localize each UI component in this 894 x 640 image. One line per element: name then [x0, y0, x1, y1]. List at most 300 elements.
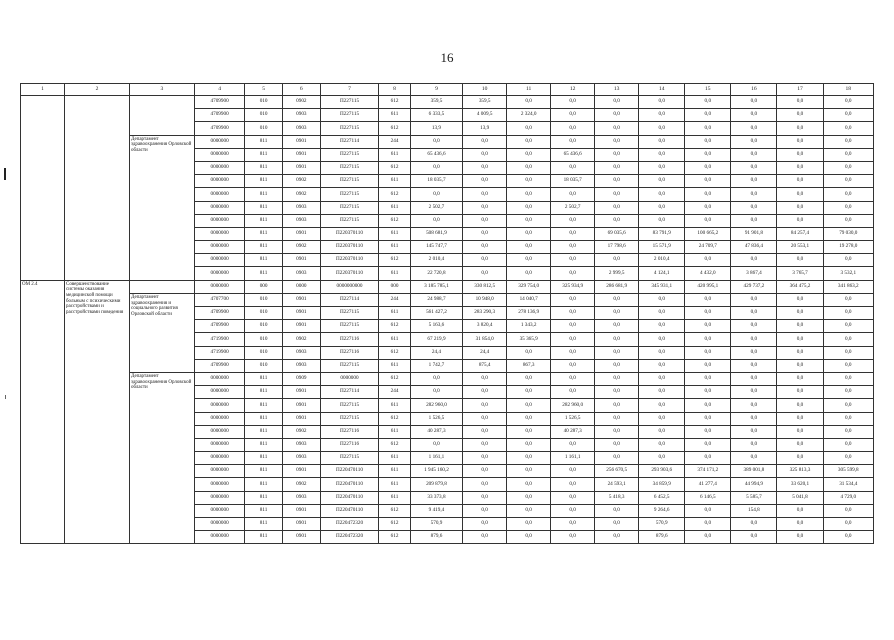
value-cell: 0,0	[551, 293, 595, 306]
value-cell: 0,0	[777, 412, 823, 425]
value-cell: 24 593,1	[595, 478, 639, 491]
value-cell: 0,0	[685, 109, 731, 122]
value-cell: 0,0	[595, 201, 639, 214]
code-cell: 811	[245, 148, 283, 161]
value-cell: 1 526,5	[410, 412, 462, 425]
value-cell: 0,0	[639, 346, 685, 359]
code-cell: 811	[245, 214, 283, 227]
value-cell: 0,0	[685, 399, 731, 412]
code-cell: П227115	[320, 161, 379, 174]
value-cell: 0,0	[731, 175, 777, 188]
code-cell: 0903	[282, 201, 320, 214]
value-cell: 0,0	[463, 491, 507, 504]
code-cell: 0901	[282, 320, 320, 333]
value-cell: 325 934,9	[551, 280, 595, 293]
value-cell: 570,9	[639, 518, 685, 531]
value-cell: 79 030,0	[823, 227, 873, 240]
value-cell: 0,0	[595, 372, 639, 385]
value-cell: 0,0	[595, 425, 639, 438]
value-cell: 0,0	[639, 148, 685, 161]
value-cell: 0,0	[731, 346, 777, 359]
value-cell: 0,0	[823, 386, 873, 399]
value-cell: 0,0	[685, 518, 731, 531]
code-cell: 612	[379, 188, 410, 201]
value-cell: 0,0	[639, 438, 685, 451]
value-cell: 305 599,8	[823, 465, 873, 478]
value-cell: 24,4	[463, 346, 507, 359]
value-cell: 0,0	[685, 412, 731, 425]
code-cell: 612	[379, 531, 410, 544]
value-cell: 19 278,0	[823, 241, 873, 254]
value-cell: 0,0	[639, 452, 685, 465]
value-cell: 0,0	[731, 161, 777, 174]
department-cell	[129, 280, 194, 293]
code-cell: П220472320	[320, 518, 379, 531]
value-cell: 0,0	[777, 399, 823, 412]
value-cell: 0,0	[463, 241, 507, 254]
value-cell: 0,0	[685, 293, 731, 306]
department-cell: Департамент здравоохранения Орловской области	[129, 135, 194, 280]
value-cell: 0,0	[639, 372, 685, 385]
code-cell: 0901	[282, 227, 320, 240]
value-cell: 325 813,3	[777, 465, 823, 478]
code-cell: 4719900	[194, 346, 244, 359]
value-cell: 0,0	[551, 465, 595, 478]
value-cell: 420 995,1	[685, 280, 731, 293]
value-cell: 0,0	[595, 399, 639, 412]
code-cell: 0000000	[194, 452, 244, 465]
value-cell: 0,0	[551, 346, 595, 359]
value-cell: 283 290,3	[463, 307, 507, 320]
value-cell: 0,0	[777, 122, 823, 135]
column-number-cell: 11	[507, 84, 551, 96]
value-cell: 0,0	[507, 399, 551, 412]
code-cell: П227115	[320, 188, 379, 201]
value-cell: 0,0	[823, 201, 873, 214]
value-cell: 0,0	[507, 504, 551, 517]
value-cell: 0,0	[731, 214, 777, 227]
code-cell: 0000000	[194, 412, 244, 425]
value-cell: 0,0	[595, 214, 639, 227]
value-cell: 570,9	[410, 518, 462, 531]
value-cell: 0,0	[731, 188, 777, 201]
code-cell: 811	[245, 386, 283, 399]
code-cell: 811	[245, 267, 283, 280]
code-cell: П227115	[320, 96, 379, 109]
code-cell: 811	[245, 188, 283, 201]
column-number-cell: 2	[65, 84, 130, 96]
value-cell: 5 418,3	[595, 491, 639, 504]
code-cell: 0901	[282, 254, 320, 267]
value-cell: 0,0	[463, 267, 507, 280]
code-cell: 010	[245, 307, 283, 320]
value-cell: 40 287,3	[551, 425, 595, 438]
value-cell: 508 681,9	[410, 227, 462, 240]
code-cell: 0902	[282, 241, 320, 254]
code-cell: 612	[379, 122, 410, 135]
value-cell: 2 502,7	[410, 201, 462, 214]
value-cell: 0,0	[507, 201, 551, 214]
value-cell: 31 534,4	[823, 478, 873, 491]
code-cell: 0902	[282, 478, 320, 491]
value-cell: 0,0	[777, 359, 823, 372]
value-cell: 0,0	[823, 425, 873, 438]
code-cell: 0000000	[194, 491, 244, 504]
column-number-cell: 10	[463, 84, 507, 96]
value-cell: 0,0	[463, 465, 507, 478]
code-cell: П227115	[320, 109, 379, 122]
code-cell: П227116	[320, 425, 379, 438]
value-cell: 0,0	[595, 452, 639, 465]
value-cell: 0,0	[551, 320, 595, 333]
value-cell: 0,0	[777, 148, 823, 161]
value-cell: 875,4	[463, 359, 507, 372]
code-cell: П227115	[320, 412, 379, 425]
value-cell: 0,0	[551, 109, 595, 122]
value-cell: 0,0	[685, 214, 731, 227]
value-cell: 0,0	[777, 320, 823, 333]
table-row	[21, 293, 874, 306]
value-cell: 0,0	[685, 452, 731, 465]
value-cell: 0,0	[595, 254, 639, 267]
margin-dot	[5, 395, 6, 399]
code-cell: 811	[245, 372, 283, 385]
value-cell: 145 747,7	[410, 241, 462, 254]
value-cell: 0,0	[595, 96, 639, 109]
code-cell: 611	[379, 452, 410, 465]
value-cell: 0,0	[551, 241, 595, 254]
code-cell: 0000000	[194, 425, 244, 438]
value-cell: 0,0	[823, 452, 873, 465]
column-number-cell: 13	[595, 84, 639, 96]
value-cell: 0,0	[595, 135, 639, 148]
code-cell: 010	[245, 122, 283, 135]
value-cell: 17 798,6	[595, 241, 639, 254]
value-cell: 0,0	[463, 399, 507, 412]
value-cell: 0,0	[823, 307, 873, 320]
code-cell: 811	[245, 504, 283, 517]
value-cell: 0,0	[777, 188, 823, 201]
value-cell: 0,0	[507, 346, 551, 359]
code-cell: П227115	[320, 214, 379, 227]
value-cell: 0,0	[551, 359, 595, 372]
value-cell: 0,0	[639, 161, 685, 174]
code-cell: П220472320	[320, 531, 379, 544]
value-cell: 0,0	[639, 293, 685, 306]
code-cell: 0902	[282, 333, 320, 346]
value-cell: 0,0	[551, 518, 595, 531]
value-cell: 2 010,4	[410, 254, 462, 267]
value-cell: 0,0	[551, 307, 595, 320]
value-cell: 0,0	[639, 333, 685, 346]
value-cell: 0,0	[823, 161, 873, 174]
value-cell: 0,0	[507, 478, 551, 491]
code-cell: 811	[245, 254, 283, 267]
column-number-cell: 14	[639, 84, 685, 96]
value-cell: 0,0	[639, 188, 685, 201]
code-cell: 4709900	[194, 320, 244, 333]
code-cell: 0903	[282, 491, 320, 504]
code-cell: П227115	[320, 359, 379, 372]
value-cell: 22 720,8	[410, 267, 462, 280]
code-cell: 811	[245, 399, 283, 412]
value-cell: 0,0	[731, 386, 777, 399]
value-cell: 0,0	[685, 504, 731, 517]
value-cell: 0,0	[410, 161, 462, 174]
value-cell: 0,0	[595, 386, 639, 399]
column-number-cell: 17	[777, 84, 823, 96]
budget-table	[20, 83, 874, 544]
column-number-cell: 16	[731, 84, 777, 96]
code-cell: 0903	[282, 452, 320, 465]
code-cell: П220370110	[320, 267, 379, 280]
code-cell: П220470110	[320, 478, 379, 491]
value-cell: 364 475,2	[777, 280, 823, 293]
value-cell: 4 009,5	[463, 109, 507, 122]
value-cell: 0,0	[685, 346, 731, 359]
value-cell: 0,0	[595, 412, 639, 425]
value-cell: 0,0	[463, 254, 507, 267]
value-cell: 0,0	[639, 320, 685, 333]
code-cell: П220370110	[320, 227, 379, 240]
value-cell: 0,0	[731, 254, 777, 267]
value-cell: 0,0	[823, 96, 873, 109]
code-cell: 0000000	[194, 188, 244, 201]
code-cell: 611	[379, 241, 410, 254]
value-cell: 0,0	[639, 399, 685, 412]
code-cell: 0000000	[194, 372, 244, 385]
value-cell: 33 620,1	[777, 478, 823, 491]
code-cell: 0000000	[194, 148, 244, 161]
code-cell: 0000	[282, 280, 320, 293]
value-cell: 0,0	[595, 531, 639, 544]
value-cell: 0,0	[823, 148, 873, 161]
page-number: 16	[440, 50, 454, 65]
value-cell: 0,0	[777, 518, 823, 531]
value-cell: 0,0	[731, 438, 777, 451]
table-row	[21, 372, 874, 385]
value-cell: 0,0	[777, 452, 823, 465]
code-cell: 811	[245, 161, 283, 174]
value-cell: 0,0	[823, 333, 873, 346]
code-cell: 0000000	[194, 438, 244, 451]
value-cell: 0,0	[685, 438, 731, 451]
value-cell: 91 901,8	[731, 227, 777, 240]
program-title-cell	[65, 96, 130, 281]
value-cell: 65 436,6	[551, 148, 595, 161]
value-cell: 14 040,7	[507, 293, 551, 306]
value-cell: 0,0	[639, 307, 685, 320]
value-cell: 0,0	[463, 227, 507, 240]
code-cell: П227115	[320, 201, 379, 214]
value-cell: 5 163,6	[410, 320, 462, 333]
code-cell: 0903	[282, 214, 320, 227]
value-cell: 4 432,0	[685, 267, 731, 280]
value-cell: 0,0	[410, 372, 462, 385]
value-cell: 0,0	[731, 333, 777, 346]
value-cell: 0,0	[777, 96, 823, 109]
code-cell: 0909	[282, 372, 320, 385]
code-cell: 811	[245, 425, 283, 438]
value-cell: 0,0	[685, 96, 731, 109]
value-cell: 67 219,9	[410, 333, 462, 346]
code-cell: 811	[245, 465, 283, 478]
code-cell: 010	[245, 293, 283, 306]
code-cell: П220470110	[320, 465, 379, 478]
value-cell: 1 161,1	[410, 452, 462, 465]
value-cell: 0,0	[410, 386, 462, 399]
value-cell: 0,0	[685, 425, 731, 438]
value-cell: 0,0	[595, 175, 639, 188]
value-cell: 286 681,9	[595, 280, 639, 293]
value-cell: 330 812,5	[463, 280, 507, 293]
value-cell: 0,0	[551, 531, 595, 544]
value-cell: 278 136,9	[507, 307, 551, 320]
value-cell: 13,9	[410, 122, 462, 135]
code-cell: 0901	[282, 504, 320, 517]
value-cell: 359,5	[463, 96, 507, 109]
value-cell: 0,0	[777, 135, 823, 148]
code-cell: 612	[379, 161, 410, 174]
value-cell: 9 419,4	[410, 504, 462, 517]
code-cell: 0000000	[194, 478, 244, 491]
value-cell: 0,0	[777, 504, 823, 517]
value-cell: 0,0	[823, 254, 873, 267]
code-cell: 0903	[282, 109, 320, 122]
code-cell: 0901	[282, 412, 320, 425]
code-cell: 0901	[282, 307, 320, 320]
value-cell: 0,0	[507, 452, 551, 465]
code-cell: 611	[379, 109, 410, 122]
value-cell: 282 960,0	[410, 399, 462, 412]
value-cell: 0,0	[823, 504, 873, 517]
code-cell: 611	[379, 478, 410, 491]
value-cell: 879,6	[639, 531, 685, 544]
value-cell: 0,0	[639, 135, 685, 148]
value-cell: 0,0	[595, 320, 639, 333]
value-cell: 0,0	[731, 96, 777, 109]
value-cell: 0,0	[731, 307, 777, 320]
value-cell: 0,0	[685, 372, 731, 385]
value-cell: 84 257,4	[777, 227, 823, 240]
value-cell: 100 665,2	[685, 227, 731, 240]
value-cell: 69 035,6	[595, 227, 639, 240]
value-cell: 0,0	[595, 148, 639, 161]
value-cell: 0,0	[463, 188, 507, 201]
code-cell: 811	[245, 452, 283, 465]
value-cell: 0,0	[777, 438, 823, 451]
value-cell: 0,0	[777, 307, 823, 320]
value-cell: 5 585,7	[731, 491, 777, 504]
code-cell: 612	[379, 504, 410, 517]
value-cell: 0,0	[463, 412, 507, 425]
value-cell: 40 287,3	[410, 425, 462, 438]
code-cell: 0902	[282, 188, 320, 201]
code-cell: 611	[379, 201, 410, 214]
value-cell: 13,9	[463, 122, 507, 135]
code-cell: 811	[245, 412, 283, 425]
code-cell: 811	[245, 175, 283, 188]
value-cell: 0,0	[595, 188, 639, 201]
value-cell: 0,0	[731, 320, 777, 333]
value-cell: 0,0	[777, 161, 823, 174]
value-cell: 0,0	[595, 333, 639, 346]
value-cell: 0,0	[823, 399, 873, 412]
column-number-cell: 6	[282, 84, 320, 96]
value-cell: 0,0	[463, 148, 507, 161]
program-code-cell	[21, 96, 65, 281]
value-cell: 0,0	[639, 122, 685, 135]
value-cell: 24 988,7	[410, 293, 462, 306]
code-cell: 0000000	[194, 465, 244, 478]
value-cell: 4 729,0	[823, 491, 873, 504]
code-cell: 0000000	[320, 372, 379, 385]
value-cell: 0,0	[595, 109, 639, 122]
value-cell: 0,0	[639, 175, 685, 188]
value-cell: 0,0	[595, 359, 639, 372]
value-cell: 561 427,2	[410, 307, 462, 320]
department-cell: Департамент здравоохранения и социального развития Орловской области	[129, 293, 194, 372]
value-cell: 0,0	[639, 109, 685, 122]
value-cell: 24,4	[410, 346, 462, 359]
margin-mark	[4, 168, 6, 180]
value-cell: 1 161,1	[551, 452, 595, 465]
value-cell: 0,0	[410, 438, 462, 451]
code-cell: 0901	[282, 161, 320, 174]
code-cell: 010	[245, 346, 283, 359]
value-cell: 0,0	[731, 425, 777, 438]
code-cell: 811	[245, 438, 283, 451]
value-cell: 0,0	[463, 438, 507, 451]
code-cell: 0000000	[194, 518, 244, 531]
code-cell: 0000000	[194, 531, 244, 544]
column-number-cell: 3	[129, 84, 194, 96]
code-cell: 4719900	[194, 333, 244, 346]
value-cell: 0,0	[551, 372, 595, 385]
value-cell: 6 146,5	[685, 491, 731, 504]
value-cell: 0,0	[823, 438, 873, 451]
value-cell: 18 035,7	[410, 175, 462, 188]
value-cell: 0,0	[410, 135, 462, 148]
value-cell: 0,0	[463, 214, 507, 227]
code-cell: 4707700	[194, 293, 244, 306]
value-cell: 0,0	[823, 412, 873, 425]
value-cell: 0,0	[823, 359, 873, 372]
code-cell: 811	[245, 201, 283, 214]
code-cell: 0000000	[194, 227, 244, 240]
code-cell: 010	[245, 109, 283, 122]
value-cell: 0,0	[777, 175, 823, 188]
value-cell: 0,0	[595, 504, 639, 517]
value-cell: 0,0	[823, 518, 873, 531]
value-cell: 3 820,4	[463, 320, 507, 333]
value-cell: 33 373,8	[410, 491, 462, 504]
value-cell: 0,0	[507, 161, 551, 174]
code-cell: 000	[379, 280, 410, 293]
value-cell: 2 010,4	[639, 254, 685, 267]
value-cell: 0,0	[507, 465, 551, 478]
value-cell: 0,0	[595, 122, 639, 135]
value-cell: 0,0	[685, 531, 731, 544]
code-cell: П227116	[320, 333, 379, 346]
code-cell: 0000000	[194, 386, 244, 399]
value-cell: 0,0	[463, 386, 507, 399]
code-cell: 0000000	[194, 399, 244, 412]
code-cell: П220470110	[320, 491, 379, 504]
value-cell: 0,0	[777, 346, 823, 359]
value-cell: 0,0	[731, 135, 777, 148]
value-cell: 0,0	[463, 452, 507, 465]
